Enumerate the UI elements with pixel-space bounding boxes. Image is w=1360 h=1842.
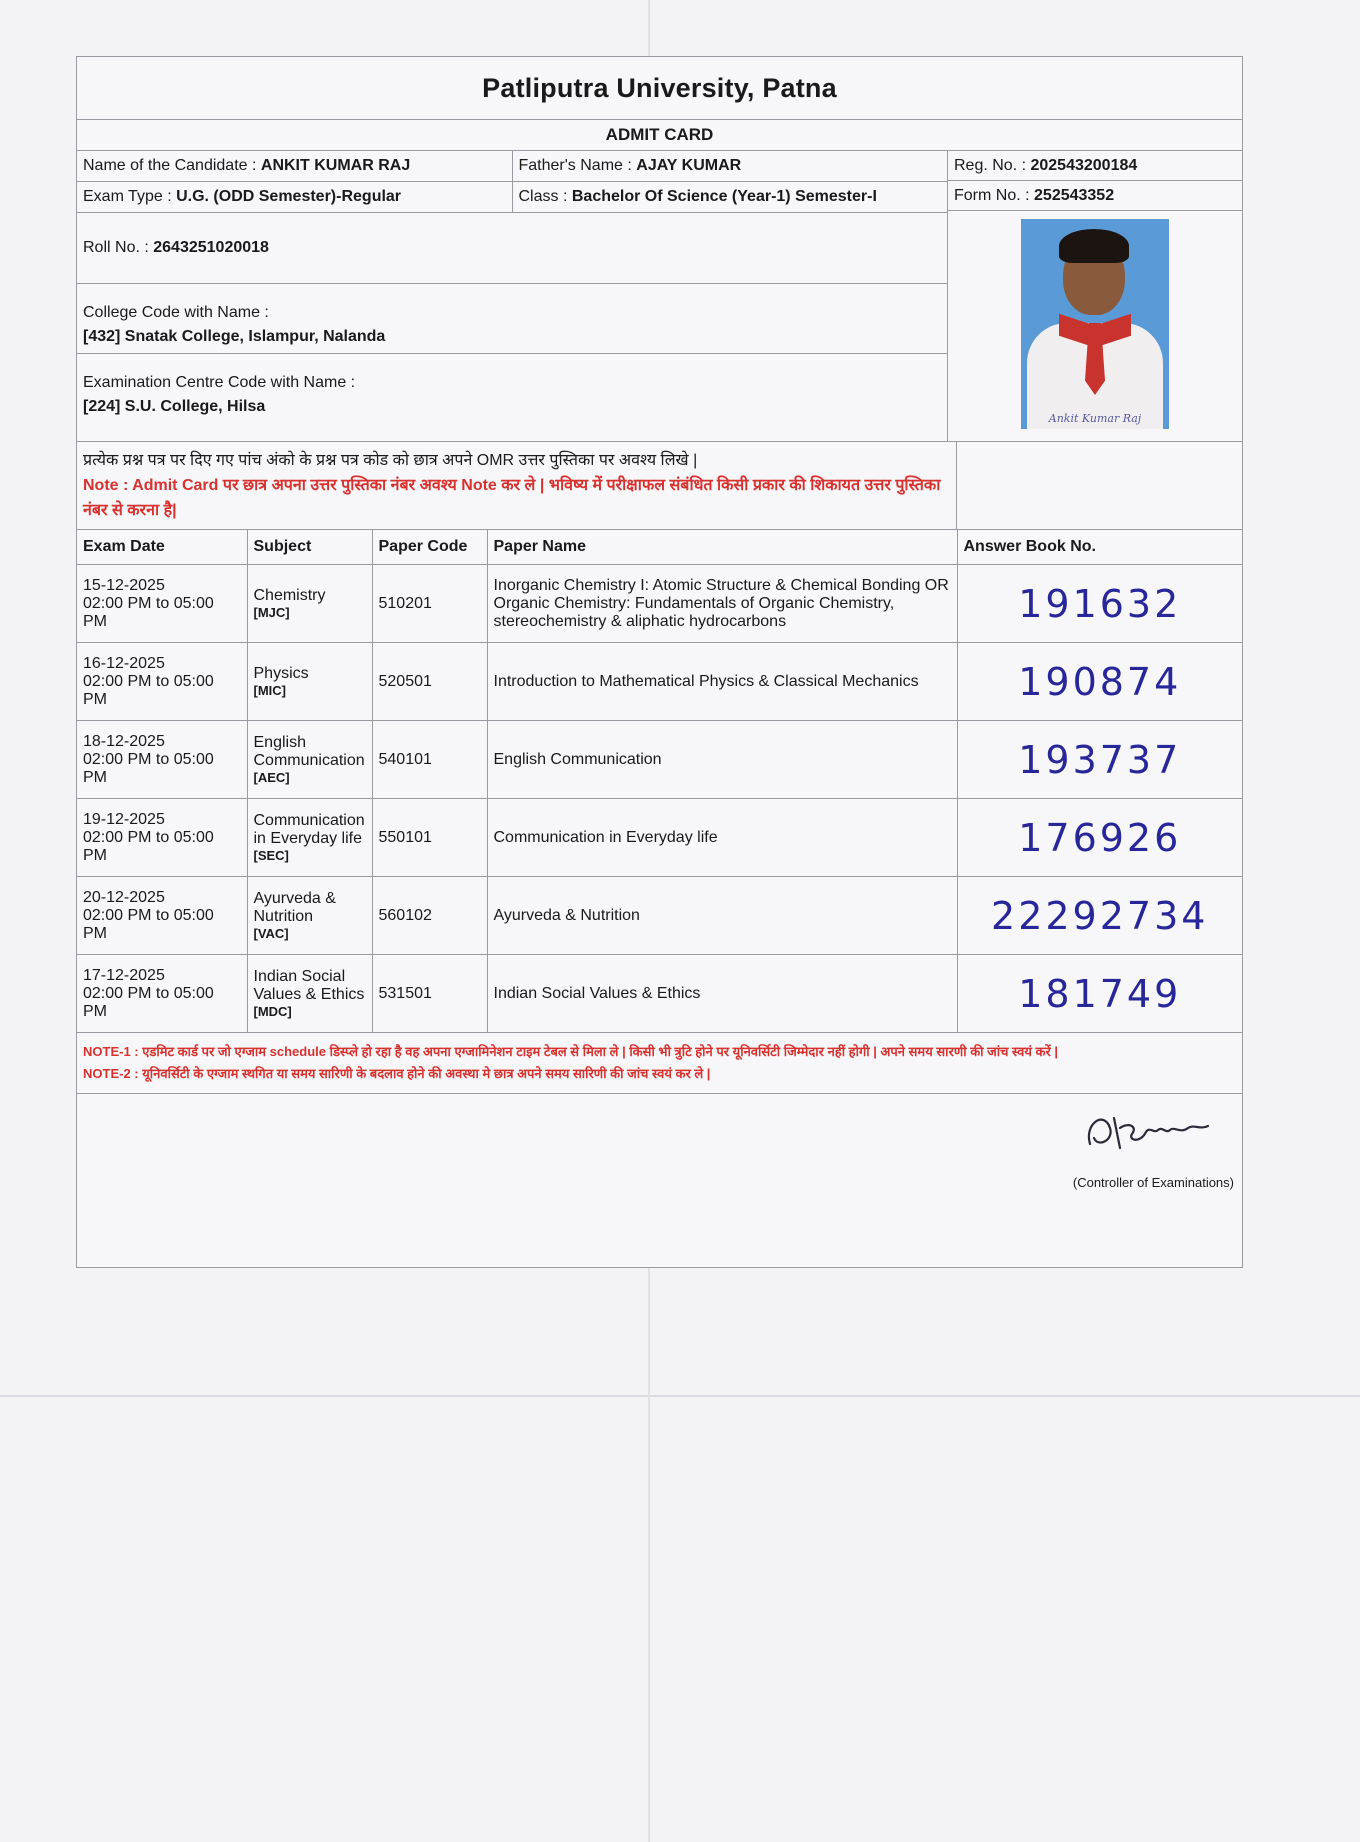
exam-type-row xyxy=(77,182,947,213)
subject-tag: [AEC] xyxy=(253,770,290,785)
form-number: 252543352 xyxy=(1034,187,1115,204)
instructions-spacer xyxy=(957,442,1242,529)
paper-code: 531501 xyxy=(372,955,487,1033)
answer-book-note: Note : Admit Card पर छात्र अपना उत्तर पुस्तिका नंबर अवश्य Note कर ले | भविष्य में परीक्षाफल संबंधित किसी प्रकार की शिकायत उत्तर पुस्तिका नंबर से करना है| xyxy=(83,477,941,519)
reg-field xyxy=(948,151,1242,181)
subject-tag: [SEC] xyxy=(253,848,289,863)
exam-date: 17-12-2025 xyxy=(83,966,165,984)
college-field xyxy=(77,284,947,354)
class-value: Bachelor Of Science (Year-1) Semester-I xyxy=(571,188,877,205)
instructions xyxy=(77,442,1242,530)
centre-name: [224] S.U. College, Hilsa xyxy=(83,398,266,415)
exam-date-cell xyxy=(77,643,247,721)
exam-date-cell xyxy=(77,877,247,955)
exam-time: 02:00 PM to 05:00 PM xyxy=(83,750,214,786)
exam-date: 15-12-2025 xyxy=(83,576,165,594)
subject-cell xyxy=(247,565,372,643)
column-header: Exam Date xyxy=(77,530,247,565)
exam-date-cell xyxy=(77,799,247,877)
candidate-name-field xyxy=(77,151,512,181)
exam-date: 16-12-2025 xyxy=(83,654,165,672)
subject-cell xyxy=(247,955,372,1033)
exam-time: 02:00 PM to 05:00 PM xyxy=(83,984,214,1020)
form-field xyxy=(948,181,1242,211)
note-1: NOTE-1 : एडमिट कार्ड पर जो एग्जाम schedule डिस्प्ले हो रहा है वह अपना एग्जामिनेशन टाइम टेबल से मिला ले | किसी भी त्रुटि होने पर यूनिवर्सिटी जिम्मेदार नहीं होगी | अपने समय सारणी की जांच स्वयं करें | xyxy=(83,1044,1059,1059)
table-row xyxy=(77,799,1242,877)
father-name: AJAY KUMAR xyxy=(636,157,742,174)
subject-name: Communication in Everyday life xyxy=(253,812,365,847)
column-header: Paper Code xyxy=(372,530,487,565)
subject-name: Ayurveda & Nutrition xyxy=(253,890,336,925)
controller-signature xyxy=(1080,1104,1220,1160)
answer-book-number: 193737 xyxy=(957,721,1242,799)
exam-date-cell xyxy=(77,955,247,1033)
table-row xyxy=(77,955,1242,1033)
exam-date-cell xyxy=(77,721,247,799)
omr-instruction: प्रत्येक प्रश्न पत्र पर दिए गए पांच अंको के प्रश्न पत्र कोड को छात्र अपने OMR उत्तर पुस्तिका पर अवश्य लिखे | xyxy=(83,452,698,469)
instructions-text xyxy=(77,442,957,529)
column-header: Paper Name xyxy=(487,530,957,565)
subject-name: English Communication xyxy=(253,734,365,769)
exam-time: 02:00 PM to 05:00 PM xyxy=(83,906,214,942)
subject-cell xyxy=(247,799,372,877)
table-row xyxy=(77,643,1242,721)
subject-cell xyxy=(247,721,372,799)
exam-date: 19-12-2025 xyxy=(83,810,165,828)
paper-fold-line xyxy=(0,1395,1360,1397)
candidate-name: ANKIT KUMAR RAJ xyxy=(260,157,411,174)
subject-name: Chemistry xyxy=(253,587,326,604)
table-row xyxy=(77,877,1242,955)
table-row xyxy=(77,721,1242,799)
exam-schedule-table xyxy=(77,530,1242,1033)
college-label: College Code with Name : xyxy=(83,304,269,321)
paper-name: English Communication xyxy=(487,721,957,799)
photo-signature: Ankit Kumar Raj xyxy=(1048,412,1142,425)
centre-label: Examination Centre Code with Name : xyxy=(83,374,356,391)
paper-code: 510201 xyxy=(372,565,487,643)
answer-book-number: 191632 xyxy=(957,565,1242,643)
answer-book-number: 190874 xyxy=(957,643,1242,721)
class-field xyxy=(512,182,948,212)
subject-cell xyxy=(247,643,372,721)
exam-date-cell xyxy=(77,565,247,643)
candidate-photo xyxy=(1021,219,1169,429)
column-header: Subject xyxy=(247,530,372,565)
exam-notes xyxy=(77,1033,1242,1094)
answer-book-number: 22292734 xyxy=(957,877,1242,955)
college-name: [432] Snatak College, Islampur, Nalanda xyxy=(83,328,386,345)
subject-name: Physics xyxy=(253,665,309,682)
reg-label: Reg. No. : xyxy=(954,157,1027,174)
exam-date: 20-12-2025 xyxy=(83,888,165,906)
subject-tag: [MIC] xyxy=(253,683,286,698)
exam-time: 02:00 PM to 05:00 PM xyxy=(83,828,214,864)
exam-type: U.G. (ODD Semester)-Regular xyxy=(176,188,402,205)
roll-label: Roll No. : xyxy=(83,239,149,256)
table-header-row xyxy=(77,530,1242,565)
form-label: Form No. : xyxy=(954,187,1030,204)
paper-name: Indian Social Values & Ethics xyxy=(487,955,957,1033)
candidate-name-label: Name of the Candidate : xyxy=(83,157,257,174)
reg-number: 202543200184 xyxy=(1030,157,1138,174)
candidate-details xyxy=(77,151,948,441)
card-title: ADMIT CARD xyxy=(77,120,1242,151)
subject-name: Indian Social Values & Ethics xyxy=(253,968,365,1003)
father-name-label: Father's Name : xyxy=(518,157,632,174)
answer-book-number: 181749 xyxy=(957,955,1242,1033)
centre-field xyxy=(77,354,947,424)
note-2: NOTE-2 : यूनिवर्सिटी के एग्जाम स्थगित या समय सारिणी के बदलाव होने की अवस्था मे छात्र अपने समय सारिणी की जांच स्वयं कर ले | xyxy=(83,1066,711,1081)
photo-area xyxy=(948,211,1242,441)
class-label: Class : xyxy=(518,188,568,205)
name-row xyxy=(77,151,947,182)
exam-time: 02:00 PM to 05:00 PM xyxy=(83,672,214,708)
subject-tag: [MJC] xyxy=(253,605,290,620)
controller-label: (Controller of Examinations) xyxy=(1072,1175,1234,1190)
paper-code: 550101 xyxy=(372,799,487,877)
registration-panel xyxy=(948,151,1242,441)
photo-hair xyxy=(1059,229,1129,263)
answer-book-number: 176926 xyxy=(957,799,1242,877)
exam-time: 02:00 PM to 05:00 PM xyxy=(83,594,214,630)
paper-name: Communication in Everyday life xyxy=(487,799,957,877)
subject-cell xyxy=(247,877,372,955)
roll-field xyxy=(77,213,947,284)
candidate-info xyxy=(77,151,1242,442)
table-row xyxy=(77,565,1242,643)
paper-name: Introduction to Mathematical Physics & Classical Mechanics xyxy=(487,643,957,721)
paper-code: 540101 xyxy=(372,721,487,799)
exam-type-field xyxy=(77,182,512,212)
father-name-field xyxy=(512,151,948,181)
header xyxy=(77,57,1242,120)
column-header: Answer Book No. xyxy=(957,530,1242,565)
subject-tag: [MDC] xyxy=(253,1004,292,1019)
paper-name: Inorganic Chemistry I: Atomic Structure & Chemical Bonding OR Organic Chemistry: Fundamentals of Organic Chemistry, stereochemistry & aliphatic hydrocarbons xyxy=(487,565,957,643)
exam-date: 18-12-2025 xyxy=(83,732,165,750)
exam-type-label: Exam Type : xyxy=(83,188,172,205)
paper-name: Ayurveda & Nutrition xyxy=(487,877,957,955)
signature-block xyxy=(77,1094,1242,1204)
paper-code: 560102 xyxy=(372,877,487,955)
roll-number: 2643251020018 xyxy=(153,239,269,256)
admit-card xyxy=(76,56,1243,1268)
paper-code: 520501 xyxy=(372,643,487,721)
university-name: Patliputra University, Patna xyxy=(482,72,837,103)
subject-tag: [VAC] xyxy=(253,926,289,941)
